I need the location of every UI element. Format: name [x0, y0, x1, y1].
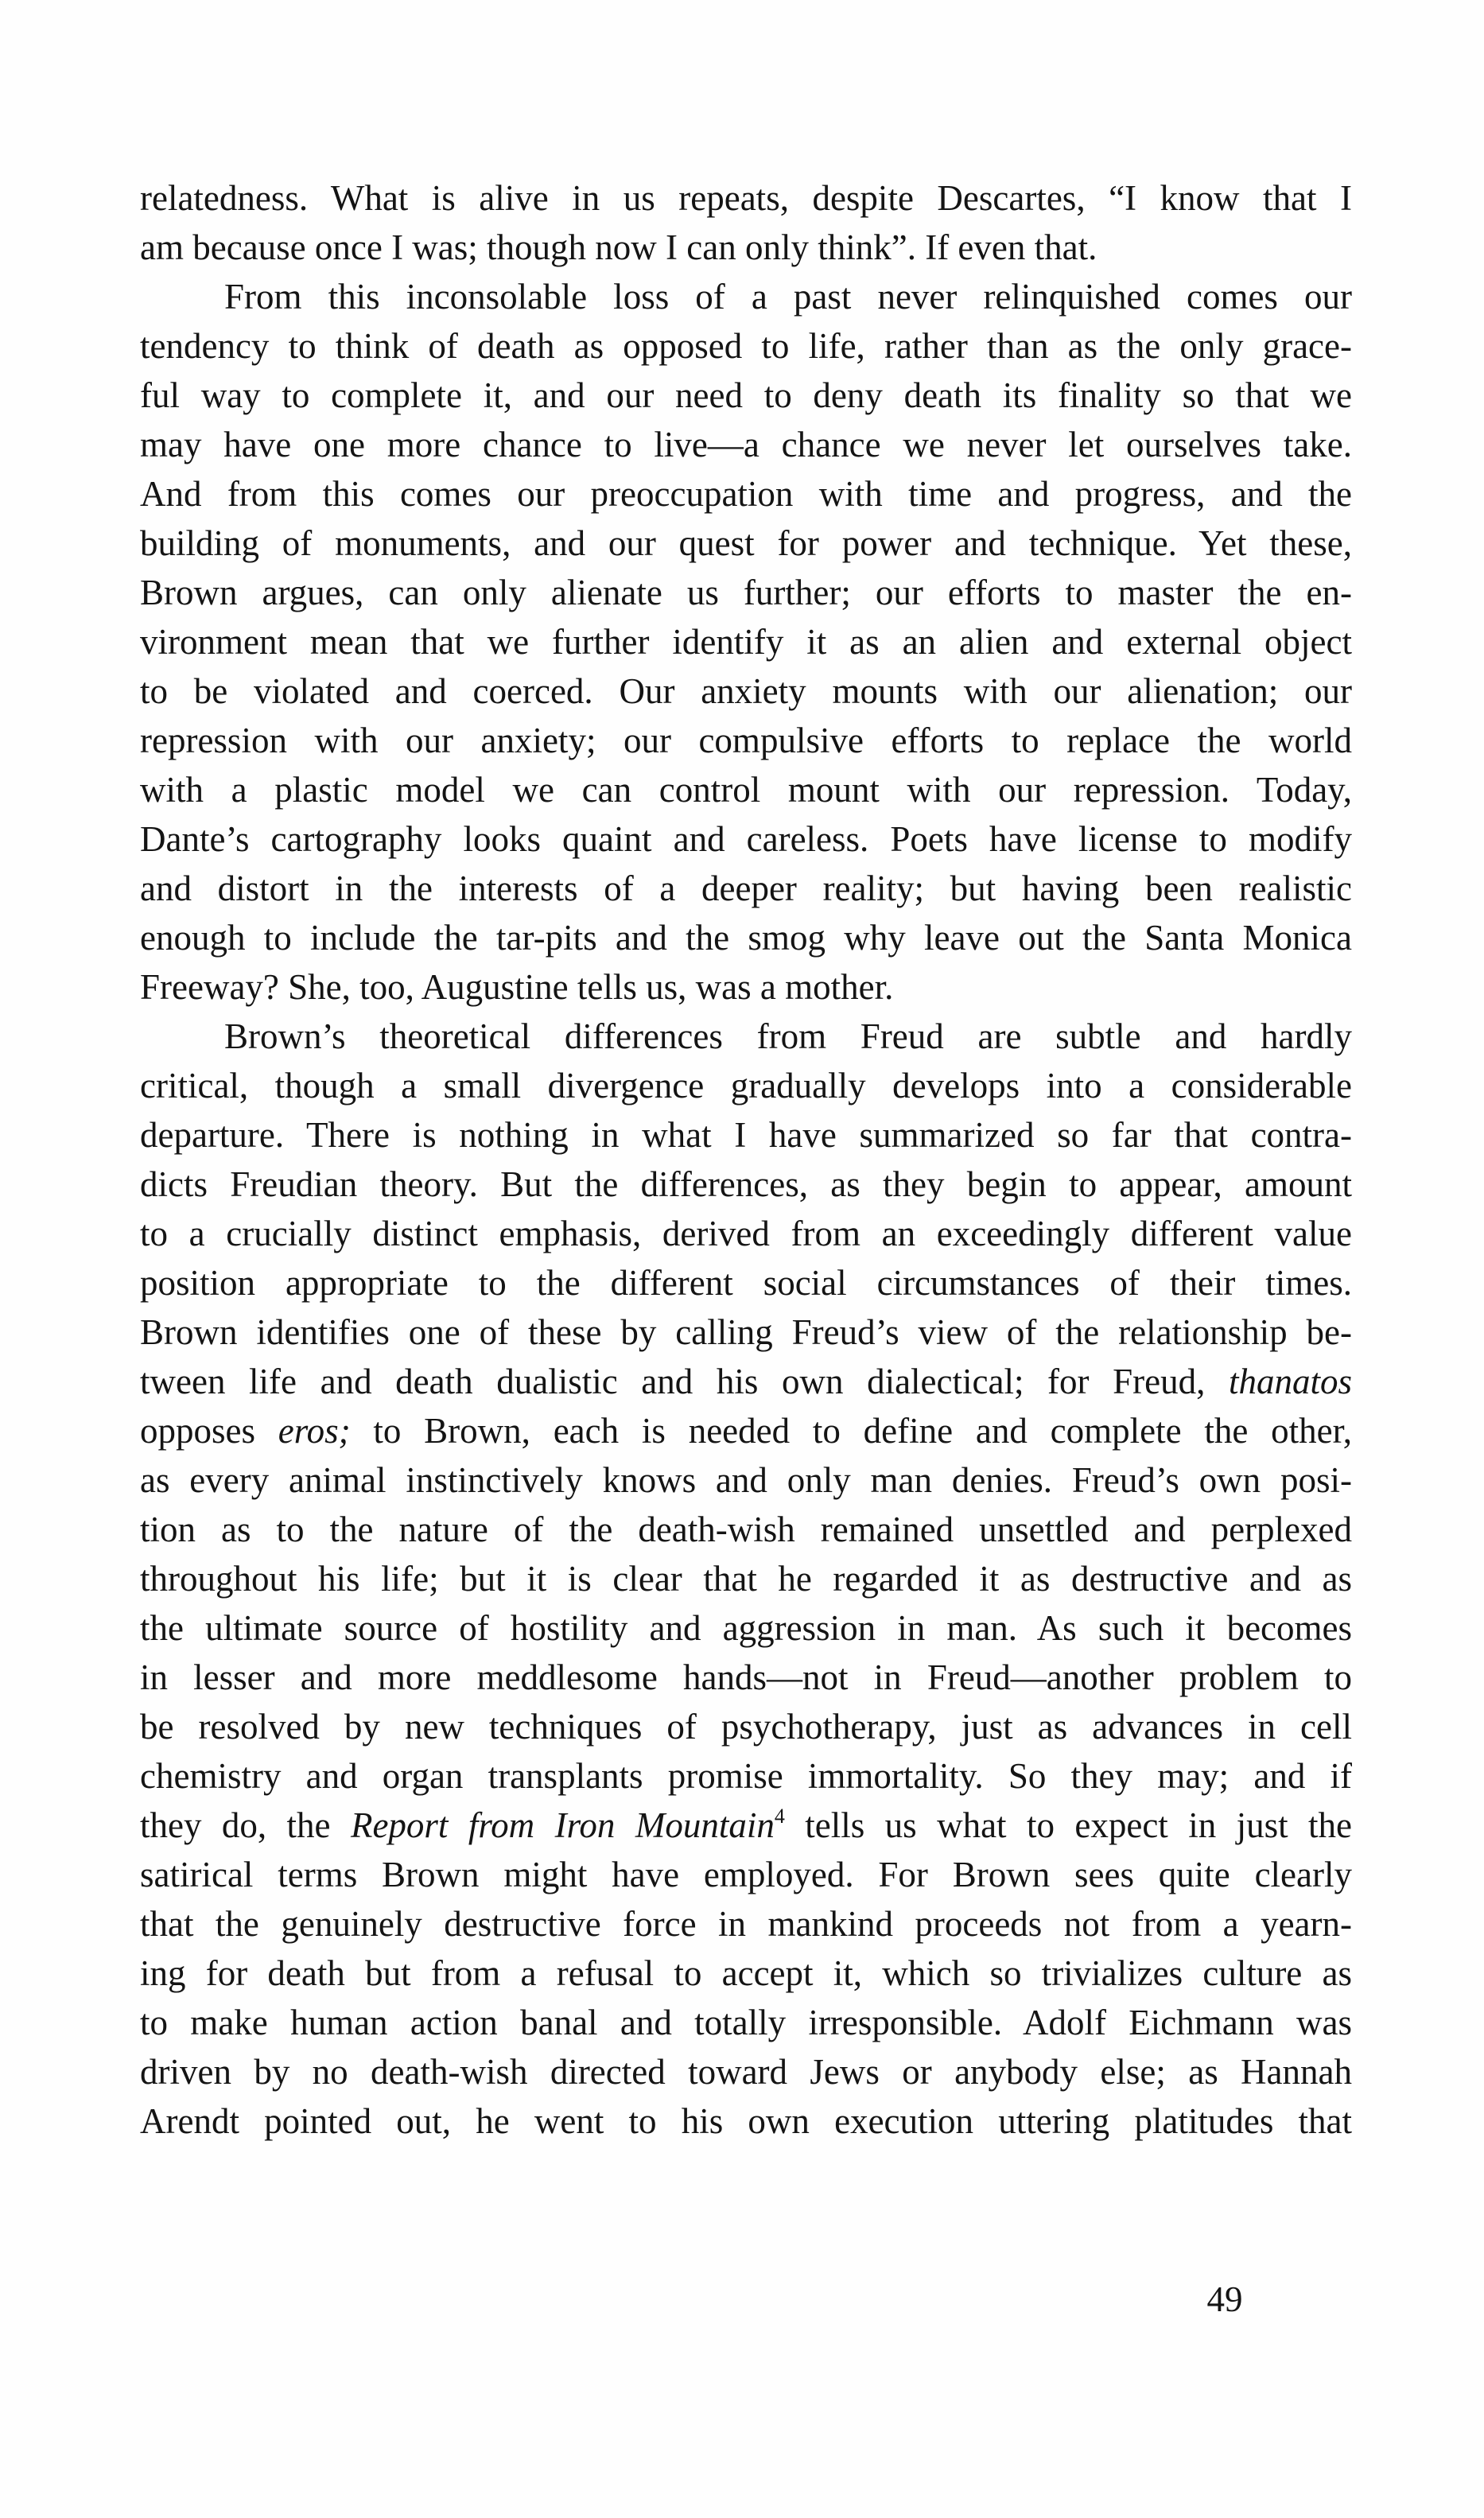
text-line: building of monuments, and our quest for power and technique. Yet these, — [140, 523, 1352, 563]
text-line: And from this comes our preoccupation with time and progress, and the — [140, 474, 1352, 514]
footnote-marker: 4 — [774, 1805, 785, 1828]
text-line: departure. There is nothing in what I have summarized so far that contra- — [140, 1115, 1352, 1155]
text-line: Dante’s cartography looks quaint and careless. Poets have license to modify — [140, 819, 1352, 859]
text-line — [140, 1801, 1352, 1850]
text-line — [140, 1357, 1352, 1406]
text-line: may have one more chance to live—a chance we never let ourselves take. — [140, 425, 1352, 464]
text-line: Brown identifies one of these by calling Freud’s view of the relationship be- — [140, 1312, 1352, 1352]
text-line: that the genuinely destructive force in mankind proceeds not from a yearn- — [140, 1904, 1352, 1944]
text-line: critical, though a small divergence gradually develops into a considerable — [140, 1066, 1352, 1106]
text-line: Freeway? She, too, Augustine tells us, was a mother. — [140, 967, 894, 1007]
text-line: ing for death but from a refusal to accept it, which so trivializes culture as — [140, 1953, 1352, 1993]
text-line: dicts Freudian theory. But the differences, as they begin to appear, amount — [140, 1164, 1352, 1204]
text-line: position appropriate to the different social circumstances of their times. — [140, 1263, 1352, 1303]
text-line — [140, 1406, 1352, 1455]
text-line: throughout his life; but it is clear that he regarded it as destructive and as — [140, 1559, 1352, 1599]
text-line: to make human action banal and totally irresponsible. Adolf Eichmann was — [140, 2003, 1352, 2042]
italic-term: thanatos — [1228, 1362, 1353, 1401]
italic-title: Report from Iron Mountain — [350, 1805, 775, 1845]
text-line-segment: opposes — [140, 1411, 255, 1451]
text-line: tendency to think of death as opposed to life, rather than as the only grace- — [140, 326, 1352, 366]
text-line: to a crucially distinct emphasis, derived from an exceedingly different value — [140, 1214, 1352, 1253]
text-line: with a plastic model we can control mount with our repression. Today, — [140, 770, 1352, 810]
body-text — [140, 173, 1352, 2146]
text-line: Arendt pointed out, he went to his own execution uttering platitudes that — [140, 2101, 1352, 2141]
text-line: relatedness. What is alive in us repeats, despite Descartes, “I know that I — [140, 178, 1352, 218]
text-line: the ultimate source of hostility and aggression in man. As such it becomes — [140, 1608, 1352, 1648]
text-line: ful way to complete it, and our need to deny death its finality so that we — [140, 375, 1352, 415]
text-line-segment: tells us what to expect in just the — [805, 1805, 1353, 1845]
text-line: in lesser and more meddlesome hands—not in Freud—another problem to — [140, 1657, 1352, 1697]
text-line-segment: tween life and death dualistic and his own dialectical; for Freud, — [140, 1362, 1206, 1401]
text-line: to be violated and coerced. Our anxiety mounts with our alienation; our — [140, 671, 1352, 711]
text-line: driven by no death-wish directed toward Jews or anybody else; as Hannah — [140, 2052, 1352, 2092]
paragraph-start-line: From this inconsolable loss of a past never relinquished comes our — [224, 277, 1352, 317]
text-line: chemistry and organ transplants promise immortality. So they may; and if — [140, 1756, 1352, 1796]
text-line: as every animal instinctively knows and only man denies. Freud’s own posi- — [140, 1460, 1352, 1500]
text-line: am because once I was; though now I can only think”. If even that. — [140, 227, 1097, 267]
text-line: and distort in the interests of a deeper reality; but having been realistic — [140, 868, 1352, 908]
text-line-segment: to Brown, each is needed to define and complete the other, — [373, 1411, 1353, 1451]
text-line: repression with our anxiety; our compulsive efforts to replace the world — [140, 721, 1352, 760]
page-number: 49 — [1206, 2279, 1243, 2319]
italic-term: eros; — [278, 1411, 351, 1451]
text-line: Brown argues, can only alienate us further; our efforts to master the en- — [140, 573, 1352, 612]
text-line: be resolved by new techniques of psychotherapy, just as advances in cell — [140, 1707, 1352, 1747]
text-line: tion as to the nature of the death-wish remained unsettled and perplexed — [140, 1510, 1352, 1549]
paragraph-start-line: Brown’s theoretical differences from Freud are subtle and hardly — [224, 1016, 1352, 1056]
text-line-segment: they do, the — [140, 1805, 331, 1845]
text-line: enough to include the tar-pits and the smog why leave out the Santa Monica — [140, 918, 1352, 958]
text-line: satirical terms Brown might have employed. For Brown sees quite clearly — [140, 1855, 1352, 1894]
text-line: vironment mean that we further identify it as an alien and external object — [140, 622, 1352, 662]
